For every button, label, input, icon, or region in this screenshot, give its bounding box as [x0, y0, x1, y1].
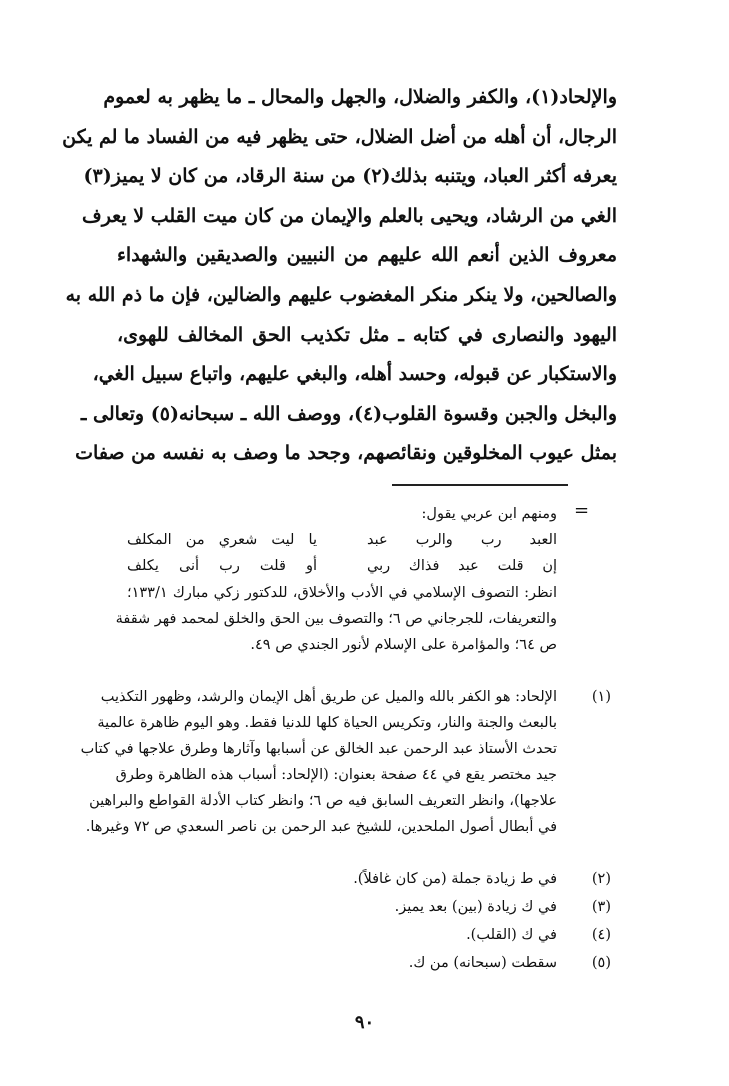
main-text-line: معروف الذين أنعم الله عليهم من النبيين والصديقين والشهداء: [117, 244, 617, 267]
main-text: [62, 78, 617, 474]
footnote-number: (١): [591, 689, 611, 705]
footnote-number: (٣): [591, 899, 611, 915]
footnote-4: في ك (القلب).: [466, 927, 557, 943]
footnote-line: في أبطال أصول الملحدين، للشيخ عبد الرحمن بن ناصر السعدي ص ٧٢ وغيرها.: [85, 819, 557, 835]
main-text-line: والصالحين، ولا ينكر منكر المغضوب عليهم والضالين، فإن ما ذم الله به: [65, 283, 617, 306]
poem-verse: [127, 553, 557, 579]
continued-footnote-references: [115, 580, 557, 658]
verse-first-hemistich: العبد رب والرب عبد: [367, 532, 557, 548]
main-text-line: والبخل والجبن وقسوة القلوب(٤)، ووصف الله ـ سبحانه(٥) وتعالى ـ: [80, 402, 617, 425]
footnote-number: (٥): [591, 955, 611, 971]
main-text-line: الرجال، أن أهله من أضل الضلال، حتى يظهر فيه من الفساد ما لم يكن: [62, 125, 617, 148]
footnote-5: سقطت (سبحانه) من ك.: [408, 955, 557, 971]
footnote-1: [80, 684, 557, 840]
footnote-number: (٤): [591, 927, 611, 943]
footnote-3: في ك زيادة (بين) بعد يميز.: [394, 899, 557, 915]
footnote-divider: [392, 484, 568, 486]
verse-second-hemistich: يا ليت شعري من المكلف: [127, 532, 317, 548]
verse-first-hemistich: إن قلت عبد فذاك ربي: [367, 558, 557, 574]
footnote-line: علاجها)، وانظر التعريف السابق فيه ص ٦؛ وانظر كتاب الأدلة القواطع والبراهين: [89, 793, 557, 809]
main-text-line: الغي من الرشاد، ويحيى بالعلم والإيمان من كان ميت القلب لا يعرف: [82, 204, 617, 227]
footnote-line: ومنهم ابن عربي يقول:: [421, 506, 557, 522]
verse-second-hemistich: أو قلت رب أنى يكلف: [127, 558, 317, 574]
continued-footnote-intro: [127, 501, 557, 527]
footnote-line: الإلحاد: هو الكفر بالله والميل عن طريق أهل الإيمان والرشد، وظهور التكذيب: [100, 689, 557, 705]
footnote-line: ص ٦٤؛ والمؤامرة على الإسلام لأنور الجندي ص ٤٩.: [250, 637, 557, 653]
continuation-mark: =: [574, 500, 590, 521]
main-text-line: اليهود والنصارى في كتابه ـ مثل تكذيب الحق المخالف للهوى،: [117, 323, 617, 346]
page-number: ٩٠: [354, 1012, 375, 1033]
footnote-line: بالبعث والجنة والنار، وتكريس الحياة كلها للدنيا فقط. وهو اليوم ظاهرة عالمية: [97, 715, 557, 731]
main-text-line: والإلحاد(١)، والكفر والضلال، والجهل والمحال ـ ما يظهر به لعموم: [103, 86, 617, 108]
main-text-line: والاستكبار عن قبوله، وحسد أهله، والبغي عليهم، واتباع سبيل الغي،: [92, 363, 617, 386]
footnote-line: جيد مختصر يقع في ٤٤ صفحة بعنوان: (الإلحاد: أسباب هذه الظاهرة وطرق: [115, 767, 557, 783]
footnote-line: انظر: التصوف الإسلامي في الأدب والأخلاق، للدكتور زكي مبارك ١٣٣/١؛: [127, 585, 557, 601]
main-text-line: بمثل عيوب المخلوقين ونقائصهم، وجحد ما وصف به نفسه من صفات: [75, 442, 617, 465]
footnote-number: (٢): [591, 871, 611, 887]
footnote-2: في ط زيادة جملة (من كان غافلاً).: [353, 871, 557, 887]
poem-verse: [127, 527, 557, 553]
poem-verses: [127, 527, 557, 579]
footnote-line: والتعريفات، للجرجاني ص ٦؛ والتصوف بين الحق والخلق لمحمد فهر شقفة: [115, 611, 557, 627]
footnote-line: تحدث الأستاذ عبد الرحمن عبد الخالق عن أسبابها وآثارها وطرق علاجها في كتاب: [80, 741, 557, 757]
main-text-line: يعرفه أكثر العباد، ويتنبه بذلك(٢) من سنة الرقاد، من كان لا يميز(٣): [83, 165, 617, 188]
